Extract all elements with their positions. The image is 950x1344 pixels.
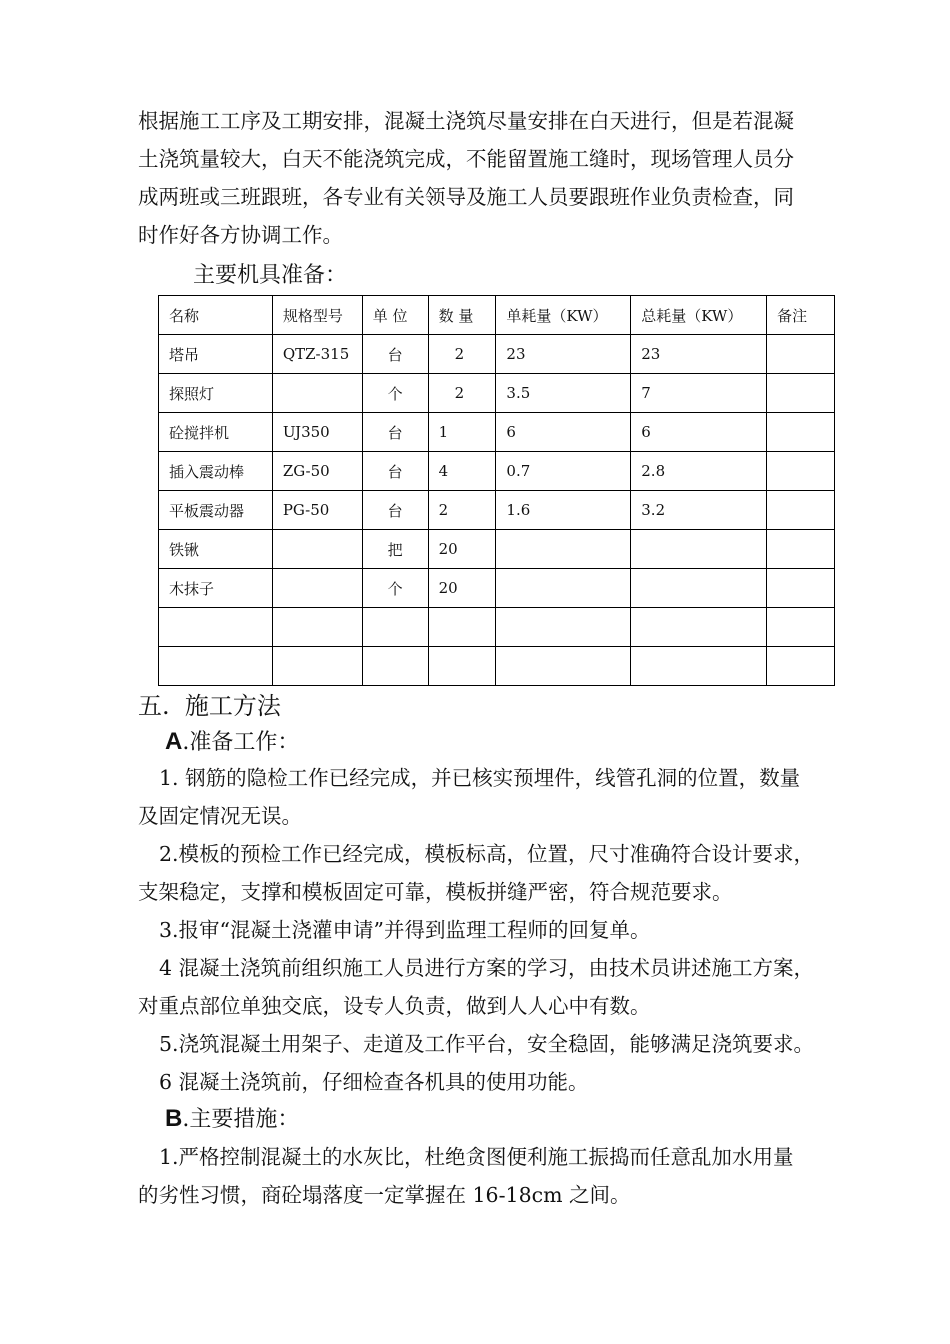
table-cell — [767, 569, 835, 608]
table-cell — [428, 608, 496, 647]
prep-line: 3.报审“混凝土浇灌申请”并得到监理工程师的回复单。 — [159, 918, 651, 942]
subsection-b-title: .主要措施： — [182, 1107, 300, 1132]
table-cell — [767, 374, 835, 413]
prep-line: 5.浇筑混凝土用架子、走道及工作平台，安全稳固，能够满足浇筑要求。 — [159, 1032, 815, 1056]
table-cell: 塔吊 — [159, 335, 273, 374]
table-cell: 1.6 — [496, 491, 631, 530]
prep-item-4 — [138, 949, 838, 1025]
table-cell: 3.2 — [631, 491, 767, 530]
table-cell: 2.8 — [631, 452, 767, 491]
intro-line: 根据施工工序及工期安排，混凝土浇筑尽量安排在白天进行，但是若混凝 — [138, 109, 794, 133]
table-cell — [272, 374, 362, 413]
measure-line: 1.严格控制混凝土的水灰比，杜绝贪图便利施工振捣而任意乱加水用量 — [159, 1145, 794, 1169]
table-cell: 个 — [362, 569, 428, 608]
measure-item-1 — [138, 1138, 838, 1214]
table-cell: 4 — [428, 452, 496, 491]
table-cell: 台 — [362, 413, 428, 452]
section-heading — [138, 686, 281, 721]
table-cell: 插入震动棒 — [159, 452, 273, 491]
table-cell — [767, 491, 835, 530]
prep-item-5 — [138, 1025, 838, 1063]
table-cell: 砼搅拌机 — [159, 413, 273, 452]
table-cell: 2 — [428, 374, 496, 413]
table-cell — [496, 608, 631, 647]
subsection-a-title: .准备工作： — [182, 730, 300, 755]
table-header-cell: 备注 — [767, 296, 835, 335]
subsection-a-heading — [165, 725, 299, 756]
table-cell — [767, 530, 835, 569]
table-cell: 个 — [362, 374, 428, 413]
prep-item-3 — [138, 911, 838, 949]
prep-line: 6 混凝土浇筑前，仔细检查各机具的使用功能。 — [159, 1070, 589, 1094]
prep-item-2 — [138, 835, 838, 911]
table-cell — [272, 530, 362, 569]
table-cell: 0.7 — [496, 452, 631, 491]
subsection-b-letter: B — [165, 1105, 183, 1132]
subsection-b-heading — [165, 1102, 299, 1133]
table-cell: 6 — [496, 413, 631, 452]
table-cell — [496, 647, 631, 686]
section-title: 施工方法 — [184, 692, 281, 720]
table-cell: ZG-50 — [272, 452, 362, 491]
table-row — [159, 647, 835, 686]
table-cell: 23 — [631, 335, 767, 374]
intro-line: 土浇筑量较大，白天不能浇筑完成，不能留置施工缝时，现场管理人员分 — [138, 147, 794, 171]
table-row — [159, 569, 835, 608]
table-header-cell: 单耗量（KW） — [496, 296, 631, 335]
prep-line: 及固定情况无误。 — [138, 804, 302, 828]
table-cell — [767, 335, 835, 374]
table-cell — [631, 530, 767, 569]
table-cell — [362, 647, 428, 686]
measure-line: 的劣性习惯，商砼塌落度一定掌握在 16-18cm 之间。 — [138, 1183, 631, 1207]
table-row — [159, 530, 835, 569]
table-cell: PG-50 — [272, 491, 362, 530]
table-cell — [428, 647, 496, 686]
table-cell — [159, 647, 273, 686]
table-cell — [767, 608, 835, 647]
table-cell — [767, 647, 835, 686]
table-cell: 23 — [496, 335, 631, 374]
table-cell — [159, 608, 273, 647]
table-cell — [272, 647, 362, 686]
table-cell: 20 — [428, 530, 496, 569]
table-header-row — [159, 296, 835, 335]
table-cell: 台 — [362, 491, 428, 530]
table-cell — [631, 569, 767, 608]
table-cell: 2 — [428, 335, 496, 374]
table-cell: 平板震动器 — [159, 491, 273, 530]
table-cell: 台 — [362, 335, 428, 374]
prep-line: 支架稳定，支撑和模板固定可靠，模板拼缝严密，符合规范要求。 — [138, 880, 733, 904]
table-cell: QTZ-315 — [272, 335, 362, 374]
table-cell: 铁锹 — [159, 530, 273, 569]
table-cell: 6 — [631, 413, 767, 452]
table-cell: 把 — [362, 530, 428, 569]
table-cell — [631, 608, 767, 647]
table-cell: 台 — [362, 452, 428, 491]
table-cell — [631, 647, 767, 686]
prep-line: 1. 钢筋的隐检工作已经完成，并已核实预埋件，线管孔洞的位置，数量 — [159, 766, 801, 790]
table-header-cell: 规格型号 — [272, 296, 362, 335]
table-cell: 3.5 — [496, 374, 631, 413]
table-cell — [767, 413, 835, 452]
tools-table-body — [159, 296, 835, 686]
intro-line: 时作好各方协调工作。 — [138, 223, 343, 247]
table-cell: 探照灯 — [159, 374, 273, 413]
prep-line: 2.模板的预检工作已经完成，模板标高，位置，尺寸准确符合设计要求， — [159, 842, 815, 866]
table-cell: 2 — [428, 491, 496, 530]
table-cell: 1 — [428, 413, 496, 452]
table-cell — [272, 569, 362, 608]
table-cell: 木抹子 — [159, 569, 273, 608]
table-header-cell: 数 量 — [428, 296, 496, 335]
table-row — [159, 452, 835, 491]
prep-item-6 — [138, 1063, 838, 1101]
table-cell: 7 — [631, 374, 767, 413]
table-row — [159, 491, 835, 530]
table-cell — [496, 569, 631, 608]
table-row — [159, 608, 835, 647]
table-cell — [496, 530, 631, 569]
tools-table — [158, 295, 835, 686]
tools-heading: 主要机具准备： — [193, 263, 348, 288]
prep-line: 4 混凝土浇筑前组织施工人员进行方案的学习，由技术员讲述施工方案， — [159, 956, 815, 980]
intro-paragraph — [138, 102, 838, 254]
table-row — [159, 413, 835, 452]
table-header-cell: 名称 — [159, 296, 273, 335]
table-cell — [767, 452, 835, 491]
table-cell: UJ350 — [272, 413, 362, 452]
prep-item-1 — [138, 759, 838, 835]
table-cell — [272, 608, 362, 647]
table-header-cell: 单 位 — [362, 296, 428, 335]
subsection-a-letter: A — [165, 728, 183, 755]
intro-line: 成两班或三班跟班，各专业有关领导及施工人员要跟班作业负责检查，同 — [138, 185, 794, 209]
table-row — [159, 374, 835, 413]
table-cell: 20 — [428, 569, 496, 608]
section-number: 五. — [138, 692, 170, 720]
prep-line: 对重点部位单独交底，设专人负责，做到人人心中有数。 — [138, 994, 651, 1018]
table-header-cell: 总耗量（KW） — [631, 296, 767, 335]
table-row — [159, 335, 835, 374]
table-cell — [362, 608, 428, 647]
